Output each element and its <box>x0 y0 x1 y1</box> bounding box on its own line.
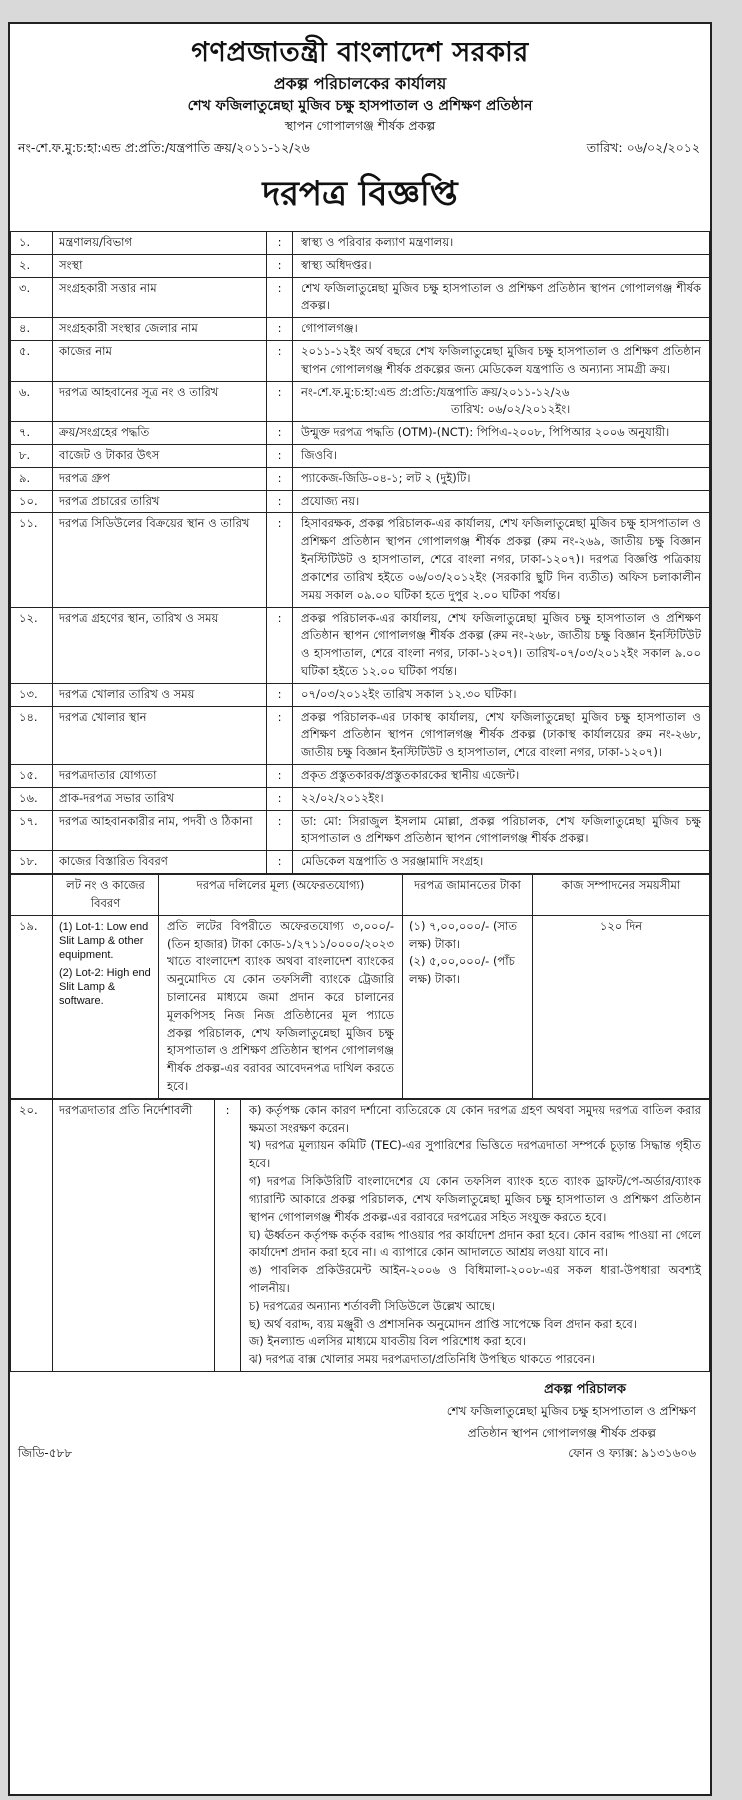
row-colon: : <box>267 787 293 810</box>
security-lot-1: (১) ৭,০০,০০০/- (সাত লক্ষ) টাকা। <box>409 918 517 951</box>
row-value-text: ০৭/০৩/২০১২ইং তারিখ সকাল ১২.৩০ ঘটিকা। <box>301 686 517 701</box>
tender-notice-page <box>8 22 712 1796</box>
detail-row <box>11 513 710 607</box>
row-number: ১২. <box>11 607 53 683</box>
row-value <box>293 318 710 341</box>
institute-title: শেখ ফজিলাতুন্নেছা মুজিব চক্ষু হাসপাতাল ও প্রশিক্ষণ প্রতিষ্ঠান <box>187 97 533 114</box>
row-value <box>293 706 710 764</box>
row-number: ১৬. <box>11 787 53 810</box>
lot-header-security: দরপত্র জামানতের টাকা <box>403 875 533 916</box>
row-value <box>293 683 710 706</box>
row-colon: : <box>267 810 293 851</box>
row-label: দরপত্র আহবানকারীর নাম, পদবী ও ঠিকানা <box>53 810 267 851</box>
row-number: ৮. <box>11 445 53 468</box>
row-colon: : <box>267 467 293 490</box>
detail-row <box>11 254 710 277</box>
row-value-text: শেখ ফজিলাতুন্নেছা মুজিব চক্ষু হাসপাতাল ও প্রশিক্ষণ প্রতিষ্ঠান স্থাপন গোপালগঞ্জ শীর্ষক প্রকল্প। <box>301 280 701 313</box>
lot-header-duration: কাজ সম্পাদনের সময়সীমা <box>533 875 710 916</box>
instruction-item: ঙ) পাবলিক প্রকিউরমেন্ট আইন-২০০৬ ও বিধিমালা-২০০৮-এর সকল ধারা-উপধারা অবশ্যই পালনীয়। <box>249 1263 701 1295</box>
row-value-text: প্রকল্প পরিচালক-এর কার্যালয়, শেখ ফজিলাতুন্নেছা মুজিব চক্ষু হাসপাতাল ও প্রশিক্ষণ প্রতিষ্ঠান স্থাপন গোপালগঞ্জ শীর্ষক প্রকল্প (রুম নং-২৬৮, জাতীয় চক্ষু বিজ্ঞান ইনস্টিটিউট ও হাসপাতাল, শেরে বাংলা নগর, ঢাকা-১২০৭)। তারিখ-০৭/০৩/২০১২ইং সকাল ৯.০০ ঘটিকা হইতে ১২.০০ ঘটিকা পর্যন্ত। <box>301 610 701 678</box>
detail-row <box>11 765 710 788</box>
row-value <box>293 381 710 422</box>
detail-row <box>11 706 710 764</box>
row-label: দরপত্র প্রচারের তারিখ <box>53 490 267 513</box>
row-number: ৪. <box>11 318 53 341</box>
signature-line-2: প্রতিষ্ঠান স্থাপন গোপালগঞ্জ শীর্ষক প্রকল্প <box>467 1425 656 1440</box>
row-colon: : <box>267 277 293 318</box>
row-label: কাজের নাম <box>53 340 267 381</box>
row-label: মন্ত্রণালয়/বিভাগ <box>53 231 267 254</box>
row-number: ১. <box>11 231 53 254</box>
row-value-text: নং-শে.ফ.মু:চ:হা:এন্ড প্র:প্রতি:/যন্ত্রপাতি ক্রয়/২০১১-১২/২৬ <box>301 384 570 399</box>
row-value <box>293 340 710 381</box>
instructions-list <box>241 1099 710 1371</box>
detail-row <box>11 277 710 318</box>
row-value <box>293 445 710 468</box>
detail-row <box>11 445 710 468</box>
phone-fax: ফোন ও ফ্যাক্স: ৯১৩১৬০৬ <box>568 1445 696 1460</box>
lot-1: (1) Lot-1: Low end Slit Lamp & other equipment. <box>59 920 149 962</box>
row-colon: : <box>267 490 293 513</box>
instructions-table <box>10 1099 710 1372</box>
instructions-number: ২০. <box>11 1099 53 1371</box>
instructions-label: দরপত্রদাতার প্রতি নির্দেশাবলী <box>53 1099 215 1371</box>
detail-row <box>11 467 710 490</box>
row-value-text: প্রকৃত প্রস্তুতকারক/প্রস্তুতকারকের স্থানীয় এজেন্ট। <box>301 768 520 782</box>
signature-title: প্রকল্প পরিচালক <box>544 1382 626 1397</box>
instruction-item: ঘ) ঊর্ধ্বতন কর্তৃপক্ষ কর্তৃক বরাদ্দ পাওয়ার পর কার্যাদেশ প্রদান করা হবে। কোন বরাদ্দ পাওয়া না গেলে কার্যাদেশ প্রদান করা হবে না। এ ব্যাপারে কোন আদালতে আশ্রয় লওয়া যাবে না। <box>249 1227 701 1260</box>
instruction-item: খ) দরপত্র মূল্যায়ন কমিটি (TEC)-এর সুপারিশের ভিত্তিতে দরপত্রদাতা সম্পর্কে চূড়ান্ত সিদ্ধান্ত গৃহীত হবে। <box>249 1138 701 1171</box>
footer-code: জিডি-৫৮৮ <box>18 1445 73 1460</box>
instruction-item: গ) দরপত্র সিকিউরিটি বাংলাদেশের যে কোন তফসিল ব্যাংক হতে ব্যাংক ড্রাফট/পে-অর্ডার/ব্যাংক গ্যারান্টি আকারে প্রকল্প পরিচালক, শেখ ফজিলাতুন্নেছা মুজিব চক্ষু হাসপাতাল ও প্রশিক্ষণ প্রতিষ্ঠান স্থাপন গোপালগঞ্জ শীর্ষক প্রকল্প-এর বরাবরে দরপত্রের সহিত সংযুক্ত করতে হবে। <box>249 1174 701 1224</box>
row-value-text: ২২/০২/২০১২ইং। <box>301 790 384 805</box>
row-value-text: প্রযোজ্য নয়। <box>301 493 360 508</box>
row-label: বাজেট ও টাকার উৎস <box>53 445 267 468</box>
instructions-colon: : <box>215 1099 241 1371</box>
row-value-text: উন্মুক্ত দরপত্র পদ্ধতি (OTM)-(NCT): পিপিএ-২০০৮, পিপিআর ২০০৬ অনুযায়ী। <box>301 425 670 440</box>
row-number: ১৫. <box>11 765 53 788</box>
row-value-text: ডা: মো: সিরাজুল ইসলাম মোল্লা, প্রকল্প পরিচালক, শেখ ফজিলাতুন্নেছা মুজিব চক্ষু হাসপাতাল ও প্রশিক্ষণ প্রতিষ্ঠান স্থাপন গোপালগঞ্জ শীর্ষক প্রকল্প। <box>301 813 701 846</box>
reference-number: নং-শে.ফ.মু:চ:হা:এন্ড প্র:প্রতি:/যন্ত্রপাতি ক্রয়/২০১১-১২/২৬ <box>18 139 310 155</box>
row-colon: : <box>267 422 293 445</box>
row-colon: : <box>267 683 293 706</box>
signature-line-1: শেখ ফজিলাতুন্নেছা মুজিব চক্ষু হাসপাতাল ও প্রশিক্ষণ <box>446 1404 696 1419</box>
row-label: কাজের বিস্তারিত বিবরণ <box>53 851 267 874</box>
detail-row <box>11 490 710 513</box>
detail-row <box>11 787 710 810</box>
tender-details-table <box>10 231 710 874</box>
row-value <box>293 513 710 607</box>
office-title: প্রকল্প পরিচালকের কার্যালয় <box>273 73 447 93</box>
row-number: ১৪. <box>11 706 53 764</box>
notice-header <box>10 36 710 134</box>
reference-row <box>10 134 710 164</box>
detail-row <box>11 607 710 683</box>
lot-row <box>11 915 710 1098</box>
instructions-row <box>11 1099 710 1371</box>
row-label: সংগ্রহকারী সত্তার নাম <box>53 277 267 318</box>
lot-table <box>10 874 710 1099</box>
row-label: সংস্থা <box>53 254 267 277</box>
government-title: গণপ্রজাতন্ত্রী বাংলাদেশ সরকার <box>191 37 529 68</box>
row-colon: : <box>267 513 293 607</box>
instruction-item: চ) দরপত্রের অন্যান্য শর্তাবলী সিডিউলে উল্লেখ আছে। <box>249 1298 496 1313</box>
lot-document-price: প্রতি লটের বিপরীতে অফেরতযোগ্য ৩,০০০/- (তিন হাজার) টাকা কোড-১/২৭১১/০০০০/২০২৩ খাতে বাংলাদেশ ব্যাংক অথবা বাংলাদেশ ব্যাংকের অনুমোদিত যে কোন তফসিলী ব্যাংকে ট্রেজারি চালানের মাধ্যমে জমা প্রদান করে চালানের মূলকপিসহ নিজ নিজ প্রতিষ্ঠানের মূল প্যাডে প্রকল্প পরিচালক, শেখ ফজিলাতুন্নেছা মুজিব চক্ষু হাসপাতাল ও প্রশিক্ষণ প্রতিষ্ঠান স্থাপন গোপালগঞ্জ শীর্ষক প্রকল্প-এর বরাবর আবেদনপত্র দাখিল করতে হবে। <box>159 915 403 1098</box>
row-label: সংগ্রহকারী সংস্থার জেলার নাম <box>53 318 267 341</box>
row-label: দরপত্রদাতার যোগ্যতা <box>53 765 267 788</box>
lot-2: (2) Lot-2: High end Slit Lamp & software. <box>59 966 151 1008</box>
detail-row <box>11 810 710 851</box>
lot-duration: ১২০ দিন <box>533 915 710 1098</box>
signature-block <box>10 1372 710 1445</box>
row-label: দরপত্র সিডিউলের বিক্রয়ের স্থান ও তারিখ <box>53 513 267 607</box>
row-label: ক্রয়/সংগ্রহের পদ্ধতি <box>53 422 267 445</box>
row-number: ১৭. <box>11 810 53 851</box>
row-number: ১০. <box>11 490 53 513</box>
row-number: ১৮. <box>11 851 53 874</box>
lot-table-header <box>11 875 710 916</box>
row-value <box>293 231 710 254</box>
row-label: দরপত্র খোলার তারিখ ও সময় <box>53 683 267 706</box>
detail-row <box>11 231 710 254</box>
row-label: প্রাক-দরপত্র সভার তারিখ <box>53 787 267 810</box>
row-value-text: স্বাস্থ্য অধিদপ্তর। <box>301 257 372 272</box>
row-value <box>293 787 710 810</box>
instruction-item: ঝ) দরপত্র বাক্স খোলার সময় দরপত্রদাতা/প্রতিনিধি উপস্থিত থাকতে পারবেন। <box>249 1352 595 1367</box>
row-value <box>293 254 710 277</box>
lot-header-price: দরপত্র দলিলের মূল্য (অফেরতযোগ্য) <box>159 875 403 916</box>
row-value <box>293 422 710 445</box>
detail-row <box>11 683 710 706</box>
row-number: ৭. <box>11 422 53 445</box>
notice-title: দরপত্র বিজ্ঞপ্তি <box>262 173 458 214</box>
footer <box>10 1445 710 1465</box>
row-value-text: গোপালগঞ্জ। <box>301 321 358 336</box>
row-colon: : <box>267 381 293 422</box>
row-colon: : <box>267 765 293 788</box>
lot-security <box>403 915 533 1098</box>
row-label: দরপত্র গ্রুপ <box>53 467 267 490</box>
lot-row-number: ১৯. <box>11 915 53 1098</box>
row-value-text-2: তারিখ: ০৬/০২/২০১২ইং। <box>451 402 571 417</box>
row-value <box>293 765 710 788</box>
row-value-text: হিসাবরক্ষক, প্রকল্প পরিচালক-এর কার্যালয়, শেখ ফজিলাতুন্নেছা মুজিব চক্ষু হাসপাতাল ও প্রশিক্ষণ প্রতিষ্ঠান স্থাপন গোপালগঞ্জ শীর্ষক প্রকল্প (রুম নং-২৬৯, জাতীয় চক্ষু বিজ্ঞান ইনস্টিটিউট ও হাসপাতাল, শেরে বাংলা নগর, ঢাকা-১২০৭)। দরপত্র বিজ্ঞপ্তি পত্রিকায় প্রকাশের তারিখ হইতে ০৬/০৩/২০১২ইং (সরকারি ছুটি দিন ব্যতীত) অফিস চলাকালীন সময় সকাল ০৯.০০ ঘটিকা হতে দুপুর ২.০০ ঘটিকা পর্যন্ত। <box>301 516 701 602</box>
lot-header-lot: লট নং ও কাজের বিবরণ <box>53 875 159 916</box>
row-colon: : <box>267 706 293 764</box>
row-colon: : <box>267 254 293 277</box>
row-number: ৯. <box>11 467 53 490</box>
detail-row <box>11 318 710 341</box>
project-title: স্থাপন গোপালগঞ্জ শীর্ষক প্রকল্প <box>284 118 436 134</box>
row-value-text: জিওবি। <box>301 448 337 462</box>
instruction-item: ক) কর্তৃপক্ষ কোন কারণ দর্শানো ব্যতিরেকে যে কোন দরপত্র গ্রহণ অথবা সমুদয় দরপত্র বাতিল করার ক্ষমতা সংরক্ষণ করেন। <box>249 1102 701 1135</box>
row-number: ২. <box>11 254 53 277</box>
security-lot-2: (২) ৫,০০,০০০/- (পাঁচ লক্ষ) টাকা। <box>409 954 515 987</box>
row-colon: : <box>267 851 293 874</box>
row-value <box>293 467 710 490</box>
row-value-text: মেডিকেল যন্ত্রপাতি ও সরঞ্জামাদি সংগ্রহ। <box>301 854 484 869</box>
instruction-item: ছ) অর্থ বরাদ্দ, ব্যয় মঞ্জুরী ও প্রশাসনিক অনুমোদন প্রাপ্তি সাপেক্ষে বিল প্রদান করা হবে। <box>249 1316 637 1331</box>
row-number: ৬. <box>11 381 53 422</box>
row-colon: : <box>267 340 293 381</box>
row-label: দরপত্র আহবানের সূত্র নং ও তারিখ <box>53 381 267 422</box>
detail-row <box>11 340 710 381</box>
row-colon: : <box>267 318 293 341</box>
row-number: ৫. <box>11 340 53 381</box>
row-value-text: প্রকল্প পরিচালক-এর ঢাকাস্থ কার্যালয়, শেখ ফজিলাতুন্নেছা মুজিব চক্ষু হাসপাতাল ও প্রশিক্ষণ প্রতিষ্ঠান স্থাপন গোপালগঞ্জ শীর্ষক প্রকল্প (ঢাকাস্থ কার্যালয়ের রুম নং-২৬৮, জাতীয় চক্ষু বিজ্ঞান ইনস্টিটিউট ও হাসপাতাল, শেরে বাংলা নগর, ঢাকা-১২০৭)। <box>301 709 701 760</box>
row-value <box>293 851 710 874</box>
row-value <box>293 490 710 513</box>
row-colon: : <box>267 445 293 468</box>
notice-date: তারিখ: ০৬/০২/২০১২ <box>586 139 700 155</box>
row-number: ১৩. <box>11 683 53 706</box>
row-label: দরপত্র খোলার স্থান <box>53 706 267 764</box>
detail-row <box>11 422 710 445</box>
lot-descriptions <box>53 915 159 1098</box>
row-value <box>293 607 710 683</box>
row-colon: : <box>267 231 293 254</box>
detail-row <box>11 381 710 422</box>
row-value <box>293 810 710 851</box>
row-number: ১১. <box>11 513 53 607</box>
instruction-item: জ) ইনল্যান্ড এলসির মাধ্যমে যাবতীয় বিল পরিশোধ করা হবে। <box>249 1334 527 1349</box>
row-label: দরপত্র গ্রহণের স্থান, তারিখ ও সময় <box>53 607 267 683</box>
detail-row <box>11 851 710 874</box>
row-value-text: প্যাকেজ-জিডি-০৪-১; লট ২ (দুই)টি। <box>301 470 471 485</box>
row-colon: : <box>267 607 293 683</box>
row-value-text: স্বাস্থ্য ও পরিবার কল্যাণ মন্ত্রণালয়। <box>301 234 454 249</box>
row-value <box>293 277 710 318</box>
row-number: ৩. <box>11 277 53 318</box>
row-value-text: ২০১১-১২ইং অর্থ বছরে শেখ ফজিলাতুন্নেছা মুজিব চক্ষু হাসপাতাল ও প্রশিক্ষণ প্রতিষ্ঠান স্থাপন গোপালগঞ্জ শীর্ষক প্রকল্পের জন্য মেডিকেল যন্ত্রপাতি ও অন্যান্য সামগ্রী ক্রয়। <box>301 343 701 376</box>
